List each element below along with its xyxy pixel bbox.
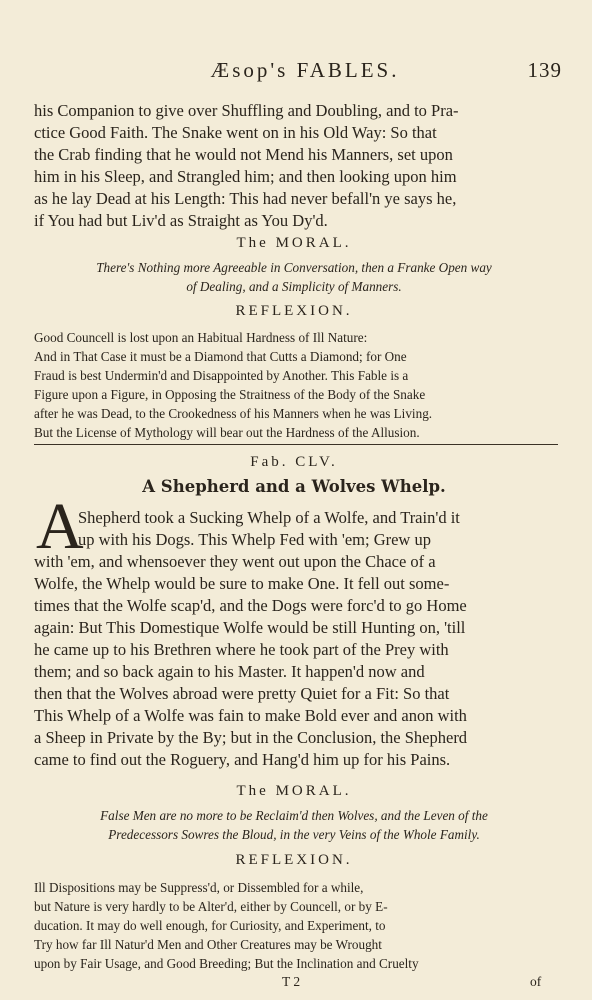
text-line: again: But This Domestique Wolfe would be still Hunting on, 'till (34, 618, 466, 637)
text-line: But the License of Mythology will bear out the Hardness of the Allusion. (34, 425, 420, 440)
text-line: This Whelp of a Wolfe was fain to make Bold ever and anon with (34, 706, 467, 725)
running-head-title: Æsop's FABLES. (210, 58, 400, 82)
text-line: with 'em, and whensoever they went out upon the Chace of a (34, 552, 436, 571)
moral-heading: The MORAL. (236, 783, 352, 799)
reflexion-heading: REFLEXION. (235, 303, 353, 319)
catchword: of (530, 974, 542, 989)
reflexion-heading: REFLEXION. (235, 852, 353, 868)
text-line: then that the Wolves abroad were pretty Quiet for a Fit: So that (34, 684, 450, 703)
text-line: And in That Case it must be a Diamond that Cutts a Diamond; for One (34, 349, 407, 364)
drop-cap: A (36, 490, 84, 563)
text-line: times that the Wolfe scap'd, and the Dogs were forc'd to go Home (34, 596, 467, 615)
moral-line: There's Nothing more Agreeable in Conversation, then a Franke Open way (96, 260, 492, 275)
text-line: the Crab finding that he would not Mend his Manners, set upon (34, 145, 453, 164)
text-line: Fraud is best Undermin'd and Disappointed by Another. This Fable is a (34, 368, 409, 383)
text-line: ctice Good Faith. The Snake went on in his Old Way: So that (34, 123, 437, 142)
moral-heading: The MORAL. (236, 235, 352, 251)
text-line: after he was Dead, to the Crookedness of his Manners when he was Living. (34, 406, 433, 421)
signature-mark: T 2 (282, 974, 301, 989)
text-line: ducation. It may do well enough, for Curiosity, and Experiment, to (34, 918, 386, 933)
text-line: Try how far Ill Natur'd Men and Other Creatures may be Wrought (34, 937, 382, 952)
fable-number: Fab. CLV. (250, 454, 338, 470)
text-line: Good Councell is lost upon an Habitual Hardness of Ill Nature: (34, 330, 368, 345)
fable-title: A Shepherd and a Wolves Whelp. (142, 477, 446, 496)
moral-line: Predecessors Sowres the Bloud, in the very Veins of the Whole Family. (108, 827, 480, 842)
text-line: up with his Dogs. This Whelp Fed with 'em; Grew up (78, 530, 431, 549)
section-rule (34, 444, 558, 445)
text-line: a Sheep in Private by the By; but in the Conclusion, the Shepherd (34, 728, 468, 747)
text-line: as he lay Dead at his Length: This had never befall'n ye says he, (34, 189, 457, 208)
text-line: Shepherd took a Sucking Whelp of a Wolfe, and Train'd it (78, 508, 460, 527)
text-line: Ill Dispositions may be Suppress'd, or Dissembled for a while, (34, 880, 364, 895)
text-line: he came up to his Brethren where he took part of the Prey with (34, 640, 449, 659)
page-number: 139 (527, 58, 562, 82)
text-line: came to find out the Roguery, and Hang'd him up for his Pains. (34, 750, 451, 769)
text-line: if You had but Liv'd as Straight as You Dy'd. (34, 211, 328, 230)
text-line: him in his Sleep, and Strangled him; and then looking upon him (34, 167, 457, 186)
text-line: Figure upon a Figure, in Opposing the Straitness of the Body of the Snake (34, 387, 426, 402)
moral-line: False Men are no more to be Reclaim'd then Wolves, and the Leven of the (100, 808, 488, 823)
text-line: his Companion to give over Shuffling and Doubling, and to Pra- (34, 101, 459, 120)
text-line: them; and so back again to his Master. It happen'd now and (34, 662, 425, 681)
moral-line: of Dealing, and a Simplicity of Manners. (186, 279, 402, 294)
text-line: Wolfe, the Whelp would be sure to make One. It fell out some- (34, 574, 450, 593)
text-line: upon by Fair Usage, and Good Breeding; But the Inclination and Cruelty (34, 956, 419, 971)
text-line: but Nature is very hardly to be Alter'd, either by Councell, or by E- (34, 899, 388, 914)
